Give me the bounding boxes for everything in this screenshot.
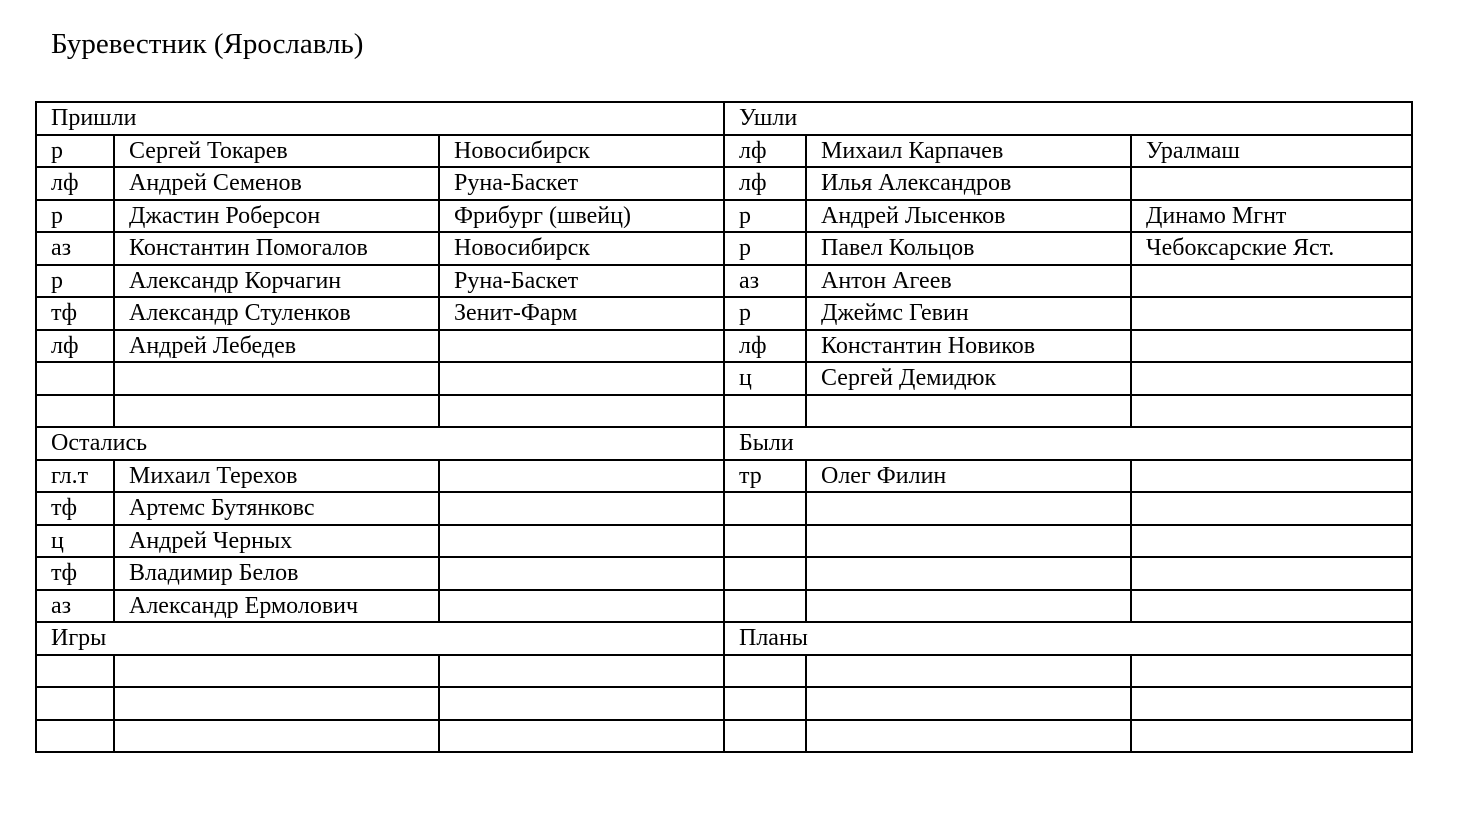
right-club-cell [1131, 687, 1412, 720]
section-header-right: Были [724, 427, 1412, 460]
table-row [36, 362, 1412, 395]
table-row [36, 135, 1412, 168]
left-player-name-cell: Михаил Терехов [114, 460, 439, 493]
right-position-cell [724, 590, 806, 623]
left-club-cell [439, 590, 724, 623]
left-position-cell: гл.т [36, 460, 114, 493]
right-position-cell: р [724, 200, 806, 233]
roster-body [36, 102, 1412, 752]
right-player-name-cell [806, 557, 1131, 590]
left-player-name-cell: Константин Помогалов [114, 232, 439, 265]
right-club-cell [1131, 590, 1412, 623]
table-row [36, 492, 1412, 525]
right-position-cell [724, 687, 806, 720]
left-position-cell: ц [36, 525, 114, 558]
section-header-row [36, 427, 1412, 460]
left-player-name-cell [114, 720, 439, 753]
right-player-name-cell: Джеймс Гевин [806, 297, 1131, 330]
left-player-name-cell: Андрей Лебедев [114, 330, 439, 363]
left-position-cell: аз [36, 590, 114, 623]
right-player-name-cell: Илья Александров [806, 167, 1131, 200]
right-player-name-cell: Андрей Лысенков [806, 200, 1131, 233]
section-header-left: Остались [36, 427, 724, 460]
left-club-cell [439, 492, 724, 525]
left-club-cell: Фрибург (швейц) [439, 200, 724, 233]
left-club-cell [439, 362, 724, 395]
left-position-cell: тф [36, 557, 114, 590]
left-club-cell [439, 720, 724, 753]
left-club-cell [439, 330, 724, 363]
table-row [36, 557, 1412, 590]
table-row [36, 167, 1412, 200]
left-player-name-cell: Артемс Бутянковс [114, 492, 439, 525]
table-row [36, 720, 1412, 753]
left-player-name-cell: Сергей Токарев [114, 135, 439, 168]
right-club-cell [1131, 557, 1412, 590]
left-position-cell: лф [36, 330, 114, 363]
left-player-name-cell [114, 362, 439, 395]
left-club-cell: Новосибирск [439, 232, 724, 265]
document-title: Буревестник (Ярославль) [51, 28, 364, 60]
right-position-cell: лф [724, 330, 806, 363]
left-position-cell: р [36, 200, 114, 233]
table-row [36, 655, 1412, 688]
left-club-cell: Новосибирск [439, 135, 724, 168]
right-position-cell: р [724, 232, 806, 265]
right-club-cell [1131, 395, 1412, 428]
left-player-name-cell: Владимир Белов [114, 557, 439, 590]
table-row [36, 200, 1412, 233]
right-club-cell: Динамо Мгнт [1131, 200, 1412, 233]
right-club-cell [1131, 460, 1412, 493]
right-position-cell: аз [724, 265, 806, 298]
left-position-cell: тф [36, 297, 114, 330]
left-position-cell [36, 395, 114, 428]
right-position-cell [724, 557, 806, 590]
right-position-cell [724, 525, 806, 558]
table-row [36, 265, 1412, 298]
left-player-name-cell: Андрей Семенов [114, 167, 439, 200]
left-position-cell: лф [36, 167, 114, 200]
right-club-cell: Уралмаш [1131, 135, 1412, 168]
section-header-left: Игры [36, 622, 724, 655]
left-player-name-cell: Андрей Черных [114, 525, 439, 558]
left-position-cell [36, 687, 114, 720]
left-player-name-cell [114, 687, 439, 720]
left-club-cell [439, 655, 724, 688]
right-player-name-cell [806, 687, 1131, 720]
right-player-name-cell: Олег Филин [806, 460, 1131, 493]
right-position-cell [724, 395, 806, 428]
right-player-name-cell: Павел Кольцов [806, 232, 1131, 265]
right-club-cell: Чебоксарские Яст. [1131, 232, 1412, 265]
left-player-name-cell: Александр Корчагин [114, 265, 439, 298]
left-position-cell [36, 720, 114, 753]
right-club-cell [1131, 525, 1412, 558]
table-row [36, 395, 1412, 428]
table-row [36, 687, 1412, 720]
left-position-cell: тф [36, 492, 114, 525]
right-club-cell [1131, 167, 1412, 200]
right-club-cell [1131, 265, 1412, 298]
right-player-name-cell [806, 492, 1131, 525]
right-club-cell [1131, 720, 1412, 753]
right-club-cell [1131, 362, 1412, 395]
right-position-cell [724, 720, 806, 753]
section-header-row [36, 102, 1412, 135]
left-player-name-cell [114, 655, 439, 688]
right-position-cell: лф [724, 135, 806, 168]
left-player-name-cell: Александр Стуленков [114, 297, 439, 330]
left-club-cell: Зенит-Фарм [439, 297, 724, 330]
section-header-right: Ушли [724, 102, 1412, 135]
table-row [36, 590, 1412, 623]
right-club-cell [1131, 330, 1412, 363]
left-position-cell: р [36, 135, 114, 168]
right-player-name-cell [806, 525, 1131, 558]
roster-table [35, 101, 1413, 753]
left-player-name-cell: Александр Ермолович [114, 590, 439, 623]
right-club-cell [1131, 492, 1412, 525]
right-player-name-cell [806, 395, 1131, 428]
left-position-cell: аз [36, 232, 114, 265]
section-header-row [36, 622, 1412, 655]
left-position-cell [36, 362, 114, 395]
table-row [36, 460, 1412, 493]
left-club-cell: Руна-Баскет [439, 265, 724, 298]
table-row [36, 297, 1412, 330]
left-player-name-cell: Джастин Роберсон [114, 200, 439, 233]
section-header-left: Пришли [36, 102, 724, 135]
right-player-name-cell: Сергей Демидюк [806, 362, 1131, 395]
left-club-cell [439, 687, 724, 720]
left-club-cell [439, 557, 724, 590]
right-position-cell: лф [724, 167, 806, 200]
left-position-cell: р [36, 265, 114, 298]
right-position-cell [724, 655, 806, 688]
left-player-name-cell [114, 395, 439, 428]
section-header-right: Планы [724, 622, 1412, 655]
left-club-cell [439, 460, 724, 493]
left-club-cell: Руна-Баскет [439, 167, 724, 200]
right-player-name-cell: Антон Агеев [806, 265, 1131, 298]
right-position-cell: тр [724, 460, 806, 493]
right-player-name-cell: Михаил Карпачев [806, 135, 1131, 168]
left-club-cell [439, 525, 724, 558]
right-player-name-cell: Константин Новиков [806, 330, 1131, 363]
table-row [36, 232, 1412, 265]
right-position-cell [724, 492, 806, 525]
right-player-name-cell [806, 655, 1131, 688]
right-club-cell [1131, 655, 1412, 688]
right-position-cell: р [724, 297, 806, 330]
right-position-cell: ц [724, 362, 806, 395]
right-club-cell [1131, 297, 1412, 330]
right-player-name-cell [806, 590, 1131, 623]
right-player-name-cell [806, 720, 1131, 753]
table-row [36, 525, 1412, 558]
table-row [36, 330, 1412, 363]
left-club-cell [439, 395, 724, 428]
left-position-cell [36, 655, 114, 688]
